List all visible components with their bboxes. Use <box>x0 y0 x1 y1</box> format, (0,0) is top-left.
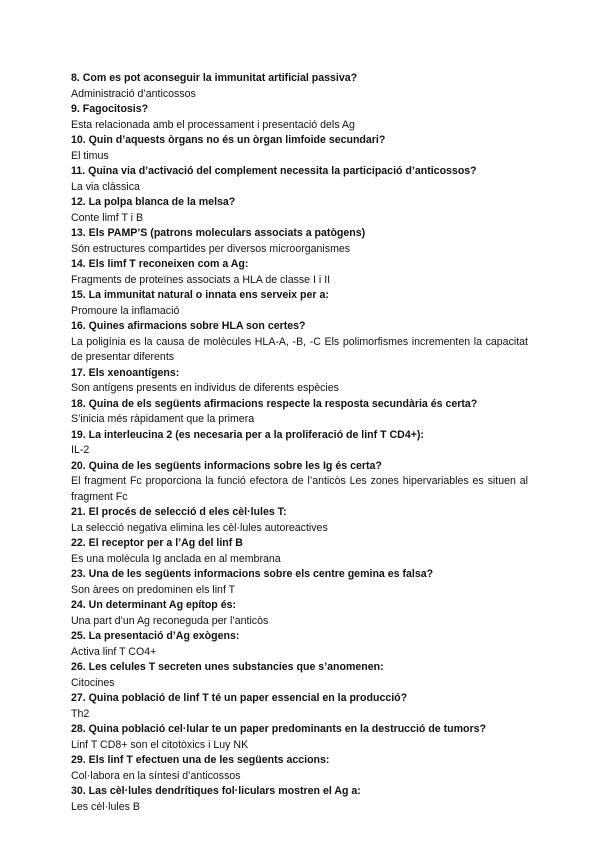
question-10: 10. Quin d’aquests òrgans no és un òrgan limfoide secundari? <box>71 134 386 146</box>
question-28: 28. Quina població cel·lular te un paper predominants en la destrucció de tumors? <box>71 723 487 735</box>
answer-16: La poligínia es la causa de molècules HLA-A, -B, -C Els polimorfismes incrementen la capacitat de presentar diferents <box>71 335 528 363</box>
question-11: 11. Quina via d’activació del complement necessita la participació d’anticossos? <box>71 165 477 177</box>
question-18: 18. Quina de els següents afirmacions respecte la resposta secundària és certa? <box>71 397 478 410</box>
answer-10: El timus <box>71 149 109 162</box>
question-17: 17. Els xenoantígens: <box>71 366 180 379</box>
answer-14: Fragments de proteïnes associats a HLA de classe I i II <box>71 273 331 286</box>
answer-19: IL-2 <box>71 444 90 456</box>
question-29: 29. Els linf T efectuen una de les següents accions: <box>71 754 330 766</box>
question-24: 24. Un determinant Ag epítop és: <box>71 599 237 611</box>
answer-30: Les cèl·lules B <box>71 800 140 813</box>
question-26: 26. Les celules T secreten unes substancies que s’anomenen: <box>71 661 384 673</box>
question-15: 15. La immunitat natural o innata ens serveix per a: <box>71 289 329 301</box>
answer-15: Promoure la inflamació <box>71 304 180 317</box>
question-25: 25. La presentació d’Ag exògens: <box>71 630 240 642</box>
answer-9: Esta relacionada amb el processament i presentació dels Ag <box>71 118 355 131</box>
answer-25: Activa linf T CO4+ <box>71 645 157 658</box>
question-27: 27. Quina població de linf T té un paper essencial en la producció? <box>71 692 408 704</box>
answer-21: La selecció negativa elimina les cèl·lules autoreactives <box>71 521 328 534</box>
question-30: 30. Las cèl·lules dendrítiques fol·liculars mostren el Ag a: <box>71 785 361 797</box>
answer-13: Són estructures compartides per diversos microorganismes <box>71 242 351 255</box>
answer-12: Conte limf T i B <box>71 211 144 224</box>
answer-28: Linf T CD8+ son el citotòxics i Luy NK <box>71 738 249 751</box>
question-21: 21. El procés de selecció d eles cèl·lules T: <box>71 506 287 518</box>
answer-26: Citocines <box>71 676 115 689</box>
question-23: 23. Una de les següents informacions sobre els centre gemina es falsa? <box>71 568 434 580</box>
question-19: 19. La interleucina 2 (es necesaria per a la proliferació de linf T CD4+): <box>71 428 424 441</box>
answer-23: Son àrees on predominen els linf T <box>71 583 236 596</box>
question-20: 20. Quina de les següents informacions sobre les Ig és certa? <box>71 459 382 472</box>
answer-24: Una part d’un Ag reconeguda per l’anticòs <box>71 614 269 627</box>
question-22: 22. El receptor per a l’Ag del linf B <box>71 537 243 549</box>
answer-20: El fragment Fc proporciona la funció efectora de l’anticòs Les zones hipervariables es situen al fragment Fc <box>71 475 528 503</box>
answer-27: Th2 <box>71 707 90 720</box>
document-page <box>71 71 528 815</box>
question-13: 13. Els PAMP’S (patrons moleculars associats a patògens) <box>71 227 366 239</box>
question-9: 9. Fagocitosis? <box>71 103 149 115</box>
question-14: 14. Els limf T reconeixen com a Ag: <box>71 258 249 270</box>
question-8: 8. Com es pot aconseguir la immunitat artificial passiva? <box>71 72 358 84</box>
answer-11: La via clàssica <box>71 180 140 193</box>
question-16: 16. Quines afirmacions sobre HLA son certes? <box>71 320 306 332</box>
answer-8: Administració d’anticossos <box>71 87 196 100</box>
answer-22: Es una molècula Ig anclada en al membrana <box>71 552 281 565</box>
answer-29: Col·labora en la síntesi d’anticossos <box>71 769 241 782</box>
answer-18: S’inicia més ràpidament que la primera <box>71 413 255 425</box>
question-12: 12. La polpa blanca de la melsa? <box>71 196 236 208</box>
answer-17: Son antígens presents en individus de diferents espècies <box>71 382 339 394</box>
